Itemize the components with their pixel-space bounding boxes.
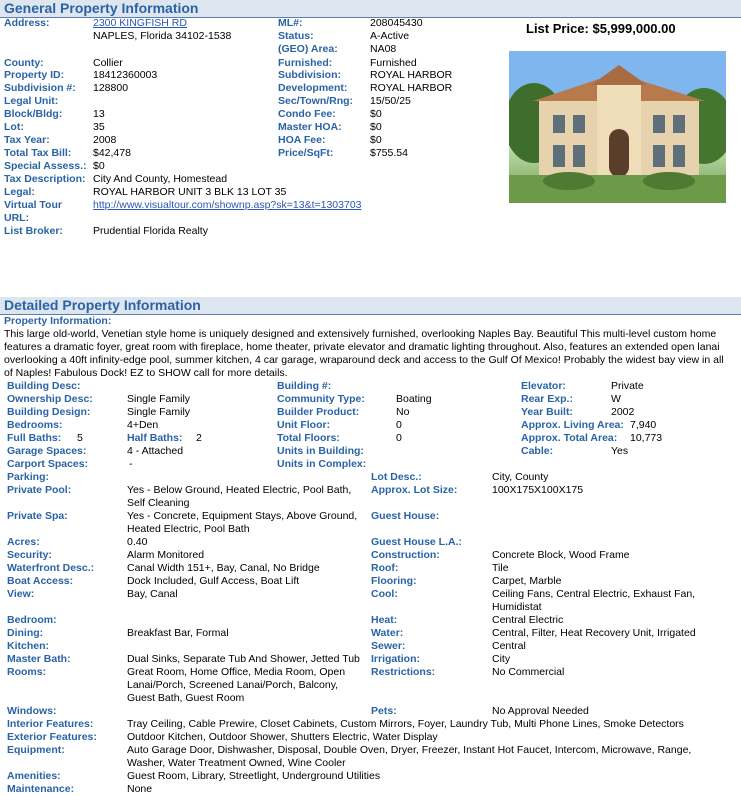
- flooring-value: Carpet, Marble: [492, 575, 562, 587]
- total-area-label: Approx. Total Area:: [521, 432, 618, 444]
- legal-value: ROYAL HARBOR UNIT 3 BLK 13 LOT 35: [93, 186, 287, 198]
- rooms-value-line3: Guest Bath, Guest Room: [127, 692, 245, 704]
- community-label: Community Type:: [277, 393, 365, 405]
- cool-label: Cool:: [371, 588, 398, 600]
- parking-label: Parking:: [7, 471, 50, 483]
- county-label: County:: [4, 57, 44, 69]
- general-section-header: [0, 0, 741, 18]
- lot-size-value: 100X175X100X175: [492, 484, 584, 496]
- heat-label: Heat:: [371, 614, 398, 626]
- half-baths-value: 2: [196, 432, 202, 444]
- unit-floor-label: Unit Floor:: [277, 419, 331, 431]
- furnished-label: Furnished:: [278, 57, 333, 69]
- hoa-fee-label: HOA Fee:: [278, 134, 326, 146]
- waterfront-label: Waterfront Desc.:: [7, 562, 95, 574]
- virtual-tour-link-wrap[interactable]: [93, 199, 362, 212]
- water-value: Central, Filter, Heat Recovery Unit, Irrigated: [492, 627, 696, 639]
- legal-unit-label: Legal Unit:: [4, 95, 59, 107]
- private-pool-value-line2: Self Cleaning: [127, 497, 190, 509]
- cool-value-line1: Ceiling Fans, Central Electric, Exhaust Fan,: [492, 588, 696, 600]
- general-section-title: General Property Information: [4, 0, 199, 16]
- total-floors-value: 0: [396, 432, 402, 444]
- property-photo-image: [509, 51, 726, 203]
- waterfront-value: Canal Width 151+, Bay, Canal, No Bridge: [127, 562, 320, 574]
- ownership-value: Single Family: [127, 393, 191, 405]
- units-building-label: Units in Building:: [277, 445, 364, 457]
- builder-product-value: No: [396, 406, 410, 418]
- county-value: Collier: [93, 57, 123, 69]
- legal-label: Legal:: [4, 186, 35, 198]
- subdivision-num-label: Subdivision #:: [4, 82, 76, 94]
- boat-access-label: Boat Access:: [7, 575, 74, 587]
- restrictions-value: No Commercial: [492, 666, 565, 678]
- view-label: View:: [7, 588, 35, 600]
- price-sqft-value: $755.54: [370, 147, 408, 159]
- bedrooms-label: Bedrooms:: [7, 419, 63, 431]
- guest-house-la-label: Guest House L.A.:: [371, 536, 463, 548]
- private-spa-value-line2: Heated Electric, Pool Bath: [127, 523, 250, 535]
- property-remarks: This large old-world, Venetian style home is uniquely designed and extensively furnished, overlooking Naples Bay. Beautiful This multi-level custom home features a dramatic foyer, great room with fireplace, home theater, private elevator and dramatic lighting throughout. Also, features an extended open lanai overlooking a 40ft infinity-edge pool, summer kitchen, 4 car garage, wraparound deck and access to the Gulf Of Mexico! Probably the widest bay view in all of Naples! Fabulous Dock! EZ to SHOW call for more details.: [4, 328, 724, 379]
- master-hoa-label: Master HOA:: [278, 121, 342, 133]
- total-floors-label: Total Floors:: [277, 432, 340, 444]
- furnished-value: Furnished: [370, 57, 417, 69]
- equipment-label: Equipment:: [7, 744, 65, 756]
- restrictions-label: Restrictions:: [371, 666, 436, 678]
- amenities-value: Guest Room, Library, Streetlight, Underground Utilities: [127, 770, 381, 782]
- rear-exp-label: Rear Exp.:: [521, 393, 573, 405]
- bedrooms-value: 4+Den: [127, 419, 159, 431]
- address-city: NAPLES, Florida 34102-1538: [93, 30, 232, 42]
- garage-label: Garage Spaces:: [7, 445, 87, 457]
- acres-value: 0.40: [127, 536, 148, 548]
- kitchen-label: Kitchen:: [7, 640, 49, 652]
- tax-year-label: Tax Year:: [4, 134, 50, 146]
- cool-value-line2: Humidistat: [492, 601, 542, 613]
- property-id-value: 18412360003: [93, 69, 158, 81]
- amenities-label: Amenities:: [7, 770, 61, 782]
- private-pool-value-line1: Yes - Below Ground, Heated Electric, Pool Bath,: [127, 484, 352, 496]
- subdivision-label: Subdivision:: [278, 69, 341, 81]
- year-built-value: 2002: [611, 406, 635, 418]
- total-area-value: 10,773: [630, 432, 663, 444]
- roof-value: Tile: [492, 562, 509, 574]
- full-baths-label: Full Baths:: [7, 432, 62, 444]
- ml-label: ML#:: [278, 17, 303, 29]
- sec-town-label: Sec/Town/Rng:: [278, 95, 354, 107]
- building-num-label: Building #:: [277, 380, 332, 392]
- irrigation-label: Irrigation:: [371, 653, 420, 665]
- list-broker-label: List Broker:: [4, 225, 63, 237]
- url-label: URL:: [4, 212, 30, 224]
- building-design-value: Single Family: [127, 406, 191, 418]
- garage-value: 4 - Attached: [127, 445, 184, 457]
- sec-town-value: 15/50/25: [370, 95, 411, 107]
- full-baths-value: 5: [77, 432, 83, 444]
- geo-area-value: NA08: [370, 43, 397, 55]
- private-spa-value-line1: Yes - Concrete, Equipment Stays, Above Ground,: [127, 510, 358, 522]
- year-built-label: Year Built:: [521, 406, 573, 418]
- dining-value: Breakfast Bar, Formal: [127, 627, 229, 639]
- builder-product-label: Builder Product:: [277, 406, 360, 418]
- roof-label: Roof:: [371, 562, 399, 574]
- irrigation-value: City: [492, 653, 511, 665]
- master-bath-value: Dual Sinks, Separate Tub And Shower, Jetted Tub: [127, 653, 360, 665]
- status-value: A-Active: [370, 30, 410, 42]
- list-price: List Price: $5,999,000.00: [526, 21, 676, 36]
- virtual-tour-label: Virtual Tour: [4, 199, 62, 211]
- property-info-label: Property Information:: [4, 315, 112, 327]
- units-complex-label: Units in Complex:: [277, 458, 367, 470]
- special-assess-label: Special Assess.:: [4, 160, 87, 172]
- rooms-label: Rooms:: [7, 666, 47, 678]
- view-value: Bay, Canal: [127, 588, 178, 600]
- half-baths-label: Half Baths:: [127, 432, 183, 444]
- lot-desc-label: Lot Desc.:: [371, 471, 422, 483]
- interior-features-label: Interior Features:: [7, 718, 94, 730]
- acres-label: Acres:: [7, 536, 40, 548]
- property-id-label: Property ID:: [4, 69, 65, 81]
- flooring-label: Flooring:: [371, 575, 417, 587]
- water-label: Water:: [371, 627, 404, 639]
- windows-label: Windows:: [7, 705, 57, 717]
- equipment-value-line1: Auto Garage Door, Dishwasher, Disposal, Double Oven, Dryer, Freezer, Instant Hot Faucet, Intercom, Microwave, Range,: [127, 744, 692, 756]
- sewer-label: Sewer:: [371, 640, 406, 652]
- hoa-fee-value: $0: [370, 134, 382, 146]
- elevator-label: Elevator:: [521, 380, 566, 392]
- virtual-tour-link[interactable]: http://www.visualtour.com/shownp.asp?sk=13&t=1303703: [93, 199, 362, 211]
- block-label: Block/Bldg:: [4, 108, 63, 120]
- special-assess-value: $0: [93, 160, 105, 172]
- dining-label: Dining:: [7, 627, 44, 639]
- rooms-value-line2: Lanai/Porch, Screened Lanai/Porch, Balcony,: [127, 679, 339, 691]
- tax-desc-value: City And County, Homestead: [93, 173, 228, 185]
- subdivision-num-value: 128800: [93, 82, 129, 94]
- condo-fee-label: Condo Fee:: [278, 108, 336, 120]
- pets-value: No Approval Needed: [492, 705, 589, 717]
- maintenance-label: Maintenance:: [7, 783, 75, 795]
- carport-label: Carport Spaces:: [7, 458, 89, 470]
- living-area-label: Approx. Living Area:: [521, 419, 624, 431]
- lot-label: Lot:: [4, 121, 24, 133]
- tax-bill-value: $42,478: [93, 147, 131, 159]
- status-label: Status:: [278, 30, 314, 42]
- boat-access-value: Dock Included, Gulf Access, Boat Lift: [127, 575, 300, 587]
- geo-area-label: (GEO) Area:: [278, 43, 338, 55]
- building-design-label: Building Design:: [7, 406, 91, 418]
- development-value: ROYAL HARBOR: [370, 82, 453, 94]
- exterior-features-value: Outdoor Kitchen, Outdoor Shower, Shutters Electric, Water Display: [127, 731, 438, 743]
- bedroom-label: Bedroom:: [7, 614, 57, 626]
- lot-value: 35: [93, 121, 105, 133]
- lot-desc-value: City, County: [492, 471, 549, 483]
- tax-desc-label: Tax Description:: [4, 173, 86, 185]
- equipment-value-line2: Washer, Water Treatment Owned, Wine Cooler: [127, 757, 346, 769]
- rear-exp-value: W: [611, 393, 621, 405]
- construction-label: Construction:: [371, 549, 440, 561]
- condo-fee-value: $0: [370, 108, 382, 120]
- community-value: Boating: [396, 393, 432, 405]
- cable-value: Yes: [611, 445, 629, 457]
- unit-floor-value: 0: [396, 419, 402, 431]
- ml-value: 208045430: [370, 17, 423, 29]
- construction-value: Concrete Block, Wood Frame: [492, 549, 630, 561]
- cable-label: Cable:: [521, 445, 554, 457]
- list-broker-value: Prudential Florida Realty: [93, 225, 208, 237]
- sewer-value: Central: [492, 640, 526, 652]
- subdivision-value: ROYAL HARBOR: [370, 69, 453, 81]
- property-photo: [509, 51, 726, 203]
- master-bath-label: Master Bath:: [7, 653, 71, 665]
- address-link-wrap[interactable]: [93, 17, 187, 30]
- address-label: Address:: [4, 17, 50, 29]
- heat-value: Central Electric: [492, 614, 564, 626]
- guest-house-label: Guest House:: [371, 510, 440, 522]
- lot-size-label: Approx. Lot Size:: [371, 484, 458, 496]
- detailed-section-title: Detailed Property Information: [4, 297, 201, 313]
- tax-year-value: 2008: [93, 134, 117, 146]
- security-value: Alarm Monitored: [127, 549, 205, 561]
- ownership-label: Ownership Desc:: [7, 393, 93, 405]
- block-value: 13: [93, 108, 105, 120]
- price-sqft-label: Price/SqFt:: [278, 147, 334, 159]
- security-label: Security:: [7, 549, 52, 561]
- detailed-section-header: [0, 297, 741, 315]
- elevator-value: Private: [611, 380, 644, 392]
- carport-value: -: [129, 458, 133, 470]
- address-link[interactable]: 2300 KINGFISH RD: [93, 17, 187, 29]
- rooms-value-line1: Great Room, Home Office, Media Room, Open: [127, 666, 346, 678]
- building-desc-label: Building Desc:: [7, 380, 81, 392]
- private-spa-label: Private Spa:: [7, 510, 68, 522]
- tax-bill-label: Total Tax Bill:: [4, 147, 72, 159]
- master-hoa-value: $0: [370, 121, 382, 133]
- maintenance-value: None: [127, 783, 153, 795]
- interior-features-value: Tray Ceiling, Cable Prewire, Closet Cabinets, Custom Mirrors, Foyer, Laundry Tub, Multi Phone Lines, Smoke Detectors: [127, 718, 684, 730]
- living-area-value: 7,940: [630, 419, 657, 431]
- development-label: Development:: [278, 82, 348, 94]
- pets-label: Pets:: [371, 705, 397, 717]
- private-pool-label: Private Pool:: [7, 484, 72, 496]
- exterior-features-label: Exterior Features:: [7, 731, 97, 743]
